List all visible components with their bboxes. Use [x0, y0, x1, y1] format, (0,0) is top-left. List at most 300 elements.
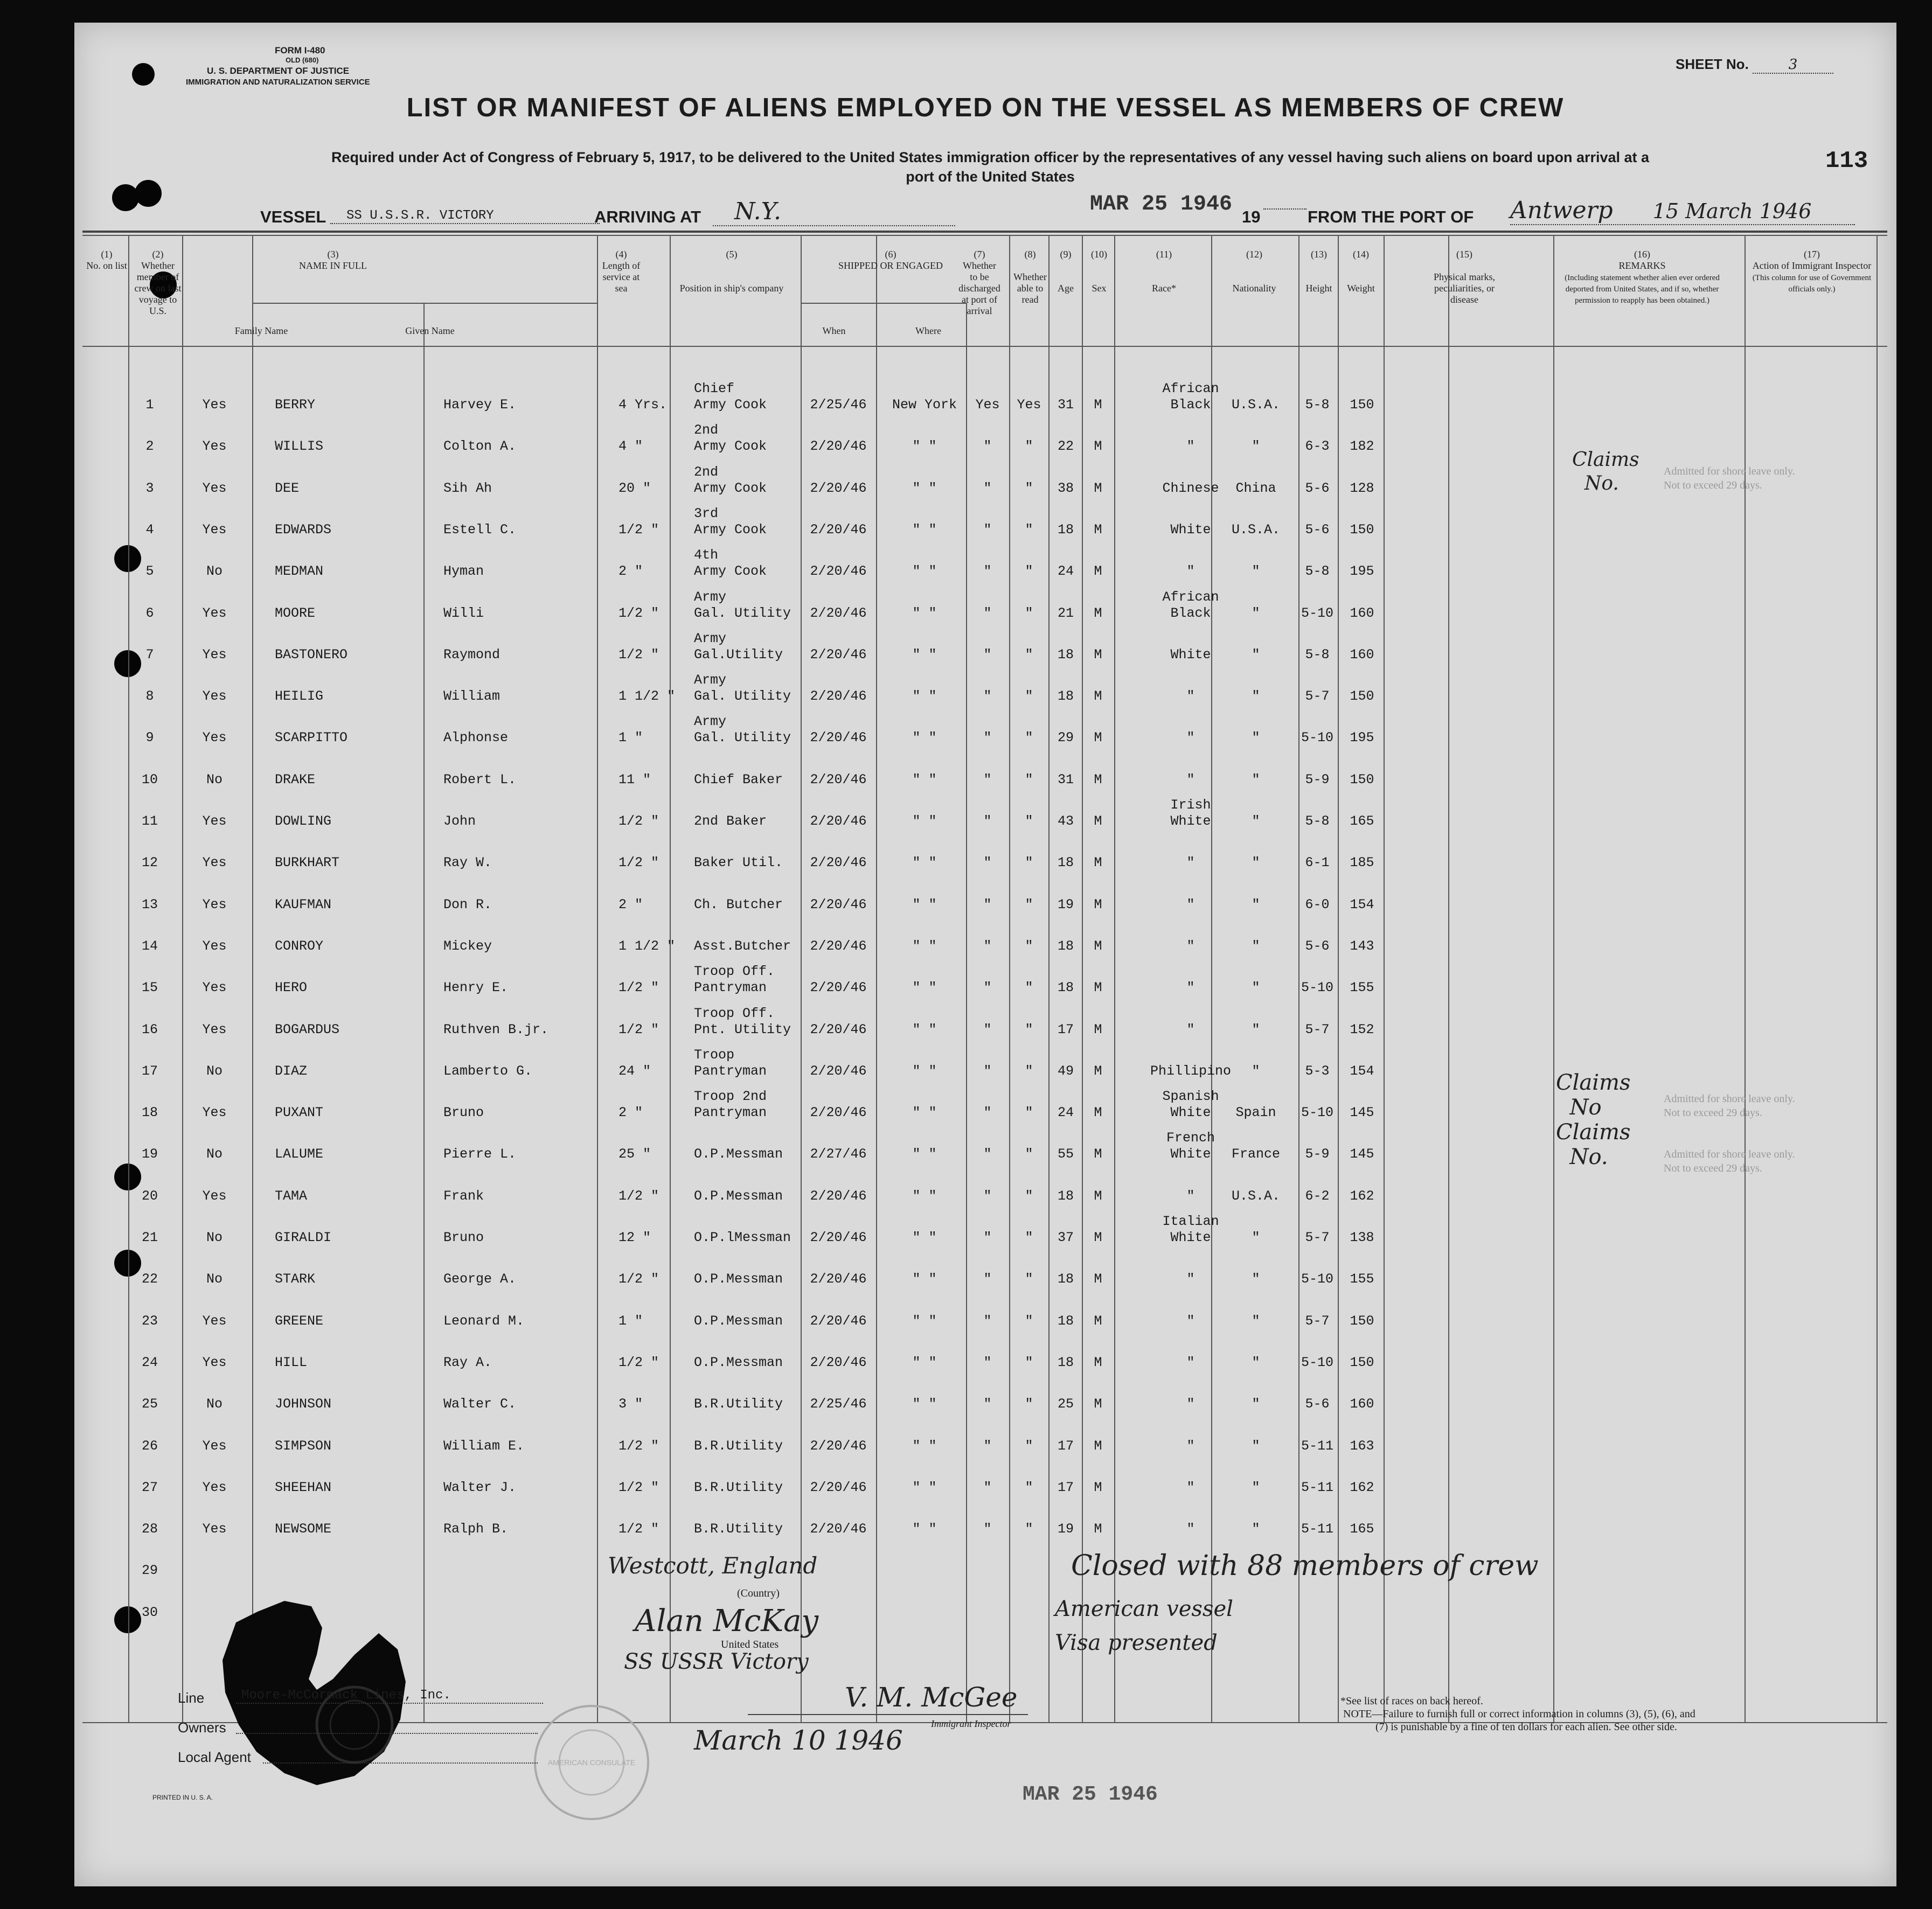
- table-row: [74, 1427, 1896, 1460]
- cell-no: 7: [145, 646, 154, 663]
- cell-height: 6-1: [1305, 855, 1330, 871]
- cell-height: 5-11: [1301, 1479, 1333, 1495]
- cell-no: 2: [145, 438, 154, 455]
- cell-pos: Chief Baker: [694, 771, 783, 788]
- cell-no: 6: [145, 605, 154, 621]
- cell-sex: M: [1094, 855, 1102, 871]
- cell-nat: ": [1252, 1271, 1260, 1287]
- cell-pos: Gal.Utility: [694, 646, 783, 663]
- cell-prev: Yes: [202, 521, 227, 538]
- cell-read: ": [1025, 480, 1033, 496]
- cell-nat: ": [1252, 605, 1260, 621]
- cell-nat: U.S.A.: [1231, 521, 1280, 538]
- consulate-stamp-text: AMERICAN CONSULATE: [547, 1758, 636, 1767]
- cell-disch: ": [983, 855, 992, 871]
- cell-race: ": [1186, 896, 1195, 912]
- cell-race: Black: [1170, 397, 1211, 413]
- cell-pos: Army Cook: [694, 563, 767, 580]
- cell-height: 5-11: [1301, 1521, 1333, 1537]
- col-16-header: [1561, 249, 1723, 305]
- cell-nat: China: [1235, 480, 1276, 496]
- cell-disch: ": [983, 896, 992, 912]
- cell-read: ": [1025, 646, 1033, 663]
- punch-hole: [135, 180, 162, 207]
- cell-pos: B.R.Utility: [694, 1479, 783, 1495]
- cell-service: 3 ": [618, 1396, 643, 1412]
- cell-age: 18: [1057, 980, 1074, 996]
- claims-no-text: No.: [1569, 1145, 1608, 1169]
- col-1-num: (1): [101, 249, 113, 260]
- col-17-num: (17): [1804, 249, 1820, 260]
- cell-age: 55: [1057, 1146, 1074, 1162]
- cell-no: 24: [141, 1354, 158, 1370]
- cell-height: 5-6: [1305, 1396, 1330, 1412]
- sheet-label: [1676, 56, 1833, 74]
- cell-height: 5-7: [1305, 1313, 1330, 1329]
- table-row: [74, 1005, 1896, 1043]
- cell-sex: M: [1094, 1105, 1102, 1121]
- table-row: [74, 381, 1896, 419]
- cell-no: 18: [141, 1105, 158, 1121]
- cell-nat: ": [1252, 1521, 1260, 1537]
- cell-where: " ": [912, 938, 937, 954]
- cell-given: Bruno: [443, 1105, 484, 1121]
- cell-service: 1/2 ": [618, 1188, 659, 1204]
- cell-weight: 165: [1350, 813, 1374, 829]
- fine-note-line-2: (7) is punishable by a fine of ten dollars for each alien. See other side.: [1375, 1721, 1677, 1733]
- cell-weight: 182: [1350, 438, 1374, 455]
- cell-read: Yes: [1017, 397, 1041, 413]
- table-row: [74, 886, 1896, 918]
- cell-pos: Gal. Utility: [694, 730, 791, 746]
- cell-disch: ": [983, 688, 992, 705]
- cell-no: 23: [141, 1313, 158, 1329]
- family-name-header: Family Name: [234, 325, 288, 336]
- cell-no: 15: [141, 980, 158, 996]
- place-handwriting: Westcott, England: [608, 1552, 818, 1579]
- cell-where: " ": [912, 1271, 937, 1287]
- cell-no: 21: [141, 1230, 158, 1245]
- cell-service: 2 ": [618, 1105, 643, 1121]
- cell-prev: Yes: [202, 980, 227, 996]
- cell-weight: 145: [1350, 1146, 1374, 1162]
- cell-family: JOHNSON: [275, 1396, 332, 1412]
- col-8-label: Whether able to read: [1013, 271, 1047, 305]
- cell-height: 5-10: [1301, 1105, 1333, 1121]
- cell-service: 4 Yrs.: [618, 397, 668, 413]
- cell-no: 25: [141, 1396, 158, 1412]
- cell-sex: M: [1094, 521, 1102, 538]
- cell-given: Ralph B.: [443, 1521, 509, 1537]
- cell-disch: ": [983, 1105, 992, 1121]
- cell-no: 22: [141, 1271, 158, 1287]
- cell-race: ": [1186, 938, 1195, 954]
- year-fill: [1263, 208, 1306, 210]
- cell-family: MEDMAN: [275, 563, 324, 580]
- cell-where: " ": [912, 771, 937, 788]
- cell-pos: Gal. Utility: [694, 688, 791, 705]
- col-14-header: [1339, 249, 1382, 294]
- cell-pos: O.P.Messman: [694, 1271, 783, 1287]
- cell-family: SCARPITTO: [275, 730, 348, 746]
- local-agent-fill: [263, 1762, 538, 1764]
- owners-label: Owners: [178, 1719, 226, 1736]
- cell-sex: M: [1094, 896, 1102, 912]
- cell-given: Ray A.: [443, 1354, 492, 1370]
- cell-read: ": [1025, 938, 1033, 954]
- cell-height: 5-7: [1305, 688, 1330, 705]
- cell-family: MOORE: [275, 605, 316, 621]
- cell-where: " ": [912, 480, 937, 496]
- cell-no: 11: [141, 813, 158, 829]
- cell-family: GREENE: [275, 1313, 324, 1329]
- cell-where: " ": [912, 563, 937, 580]
- cell-no: 30: [141, 1604, 158, 1620]
- cell-when: 2/20/46: [810, 855, 867, 871]
- cell-pos: Pantryman: [694, 980, 767, 996]
- cell-pos: 2nd: [694, 422, 719, 438]
- cell-family: BERRY: [275, 397, 316, 413]
- cell-family: DIAZ: [275, 1063, 308, 1079]
- cell-weight: 152: [1350, 1021, 1374, 1037]
- cell-service: 1/2 ": [618, 1021, 659, 1037]
- cell-race: ": [1186, 980, 1195, 996]
- cell-given: William E.: [443, 1438, 525, 1454]
- cell-age: 17: [1057, 1438, 1074, 1454]
- cell-prev: Yes: [202, 1021, 227, 1037]
- col-4-label: Length of service at sea: [602, 260, 641, 294]
- col-10-label: Sex: [1092, 283, 1107, 294]
- cell-read: ": [1025, 855, 1033, 871]
- local-agent-label: Local Agent: [178, 1749, 251, 1765]
- col-5-num: (5): [726, 249, 738, 260]
- cell-no: 3: [145, 480, 154, 496]
- cell-given: Harvey E.: [443, 397, 517, 413]
- cell-disch: ": [983, 1271, 992, 1287]
- cell-where: " ": [912, 1188, 937, 1204]
- cell-read: ": [1025, 688, 1033, 705]
- col-4-num: (4): [615, 249, 627, 260]
- table-row: [74, 1552, 1896, 1584]
- cell-where: " ": [912, 1354, 937, 1370]
- cell-where: " ": [912, 1021, 937, 1037]
- remarks-admitted-2: [1664, 1092, 1795, 1120]
- cell-where: " ": [912, 1063, 937, 1079]
- cell-given: Pierre L.: [443, 1146, 517, 1162]
- cell-read: ": [1025, 1021, 1033, 1037]
- cell-age: 18: [1057, 1354, 1074, 1370]
- cell-weight: 195: [1350, 730, 1374, 746]
- cell-disch: ": [983, 438, 992, 455]
- cell-weight: 150: [1350, 521, 1374, 538]
- cell-weight: 150: [1350, 771, 1374, 788]
- from-port-value: [1510, 197, 1855, 225]
- cell-when: 2/25/46: [810, 1396, 867, 1412]
- cell-given: Ruthven B.jr.: [443, 1021, 549, 1037]
- cell-age: 25: [1057, 1396, 1074, 1412]
- cell-weight: 138: [1350, 1230, 1374, 1245]
- cell-pos: Army Cook: [694, 521, 767, 538]
- cell-pos: O.P.Messman: [694, 1313, 783, 1329]
- cell-race: African: [1162, 589, 1219, 605]
- cell-nat: ": [1252, 813, 1260, 829]
- cell-age: 17: [1057, 1021, 1074, 1037]
- cell-where: " ": [912, 1230, 937, 1245]
- cell-when: 2/20/46: [810, 1521, 867, 1537]
- cell-nat: ": [1252, 771, 1260, 788]
- cell-race: ": [1186, 1521, 1195, 1537]
- cell-race: ": [1186, 688, 1195, 705]
- cell-family: WILLIS: [275, 438, 324, 455]
- cell-sex: M: [1094, 1354, 1102, 1370]
- cell-prev: Yes: [202, 1105, 227, 1121]
- cell-weight: 163: [1350, 1438, 1374, 1454]
- cell-service: 1/2 ": [618, 646, 659, 663]
- cell-pos: Army Cook: [694, 397, 767, 413]
- cell-height: 5-3: [1305, 1063, 1330, 1079]
- cell-read: ": [1025, 771, 1033, 788]
- cell-sex: M: [1094, 1271, 1102, 1287]
- cell-sex: M: [1094, 1313, 1102, 1329]
- cell-pos: 4th: [694, 547, 719, 563]
- cell-age: 18: [1057, 646, 1074, 663]
- header-bottom-rule: [82, 346, 1887, 347]
- col-11-label: Race*: [1152, 283, 1176, 294]
- cell-prev: Yes: [202, 730, 227, 746]
- cell-no: 16: [141, 1021, 158, 1037]
- cell-family: STARK: [275, 1271, 316, 1287]
- cell-when: 2/20/46: [810, 1313, 867, 1329]
- col-15-num: (15): [1456, 249, 1472, 260]
- cell-no: 17: [141, 1063, 158, 1079]
- cell-disch: ": [983, 980, 992, 996]
- cell-sex: M: [1094, 938, 1102, 954]
- cell-read: ": [1025, 730, 1033, 746]
- cell-when: 2/20/46: [810, 688, 867, 705]
- cell-sex: M: [1094, 813, 1102, 829]
- col-13-label: Height: [1305, 283, 1332, 294]
- col-14-num: (14): [1353, 249, 1369, 260]
- cell-height: 5-10: [1301, 730, 1333, 746]
- bottom-date-stamp: MAR 25 1946: [1023, 1783, 1158, 1806]
- cell-read: ": [1025, 521, 1033, 538]
- cell-pos: Army Cook: [694, 438, 767, 455]
- cell-family: GIRALDI: [275, 1230, 332, 1245]
- cell-pos: Troop Off.: [694, 1005, 775, 1021]
- cell-family: EDWARDS: [275, 521, 332, 538]
- col-8-header: [1011, 249, 1050, 305]
- cell-service: 1/2 ": [618, 1354, 659, 1370]
- table-row: [74, 1469, 1896, 1501]
- cell-read: ": [1025, 980, 1033, 996]
- cell-sex: M: [1094, 1188, 1102, 1204]
- year-label: 19: [1242, 207, 1261, 226]
- cell-sex: M: [1094, 980, 1102, 996]
- cell-disch: ": [983, 1188, 992, 1204]
- cell-height: 5-6: [1305, 521, 1330, 538]
- cell-sex: M: [1094, 1021, 1102, 1037]
- col-11-num: (11): [1156, 249, 1172, 260]
- cell-no: 10: [141, 771, 158, 788]
- col-13-header: [1300, 249, 1338, 294]
- cell-when: 2/20/46: [810, 563, 867, 580]
- cell-given: Raymond: [443, 646, 501, 663]
- cell-race: ": [1186, 1396, 1195, 1412]
- col-3-num: (3): [327, 249, 339, 260]
- col-7-label: Whether to be discharged at port of arrival: [958, 260, 1000, 316]
- cell-height: 5-8: [1305, 397, 1330, 413]
- cell-race: Phillipino: [1150, 1063, 1232, 1079]
- cell-when: 2/20/46: [810, 480, 867, 496]
- cell-race: ": [1186, 1313, 1195, 1329]
- table-top-rule-2: [82, 235, 1887, 236]
- cell-disch: ": [983, 605, 992, 621]
- col-10-header: [1083, 249, 1115, 294]
- from-port-date: 15 March 1946: [1652, 199, 1812, 223]
- cell-when: 2/20/46: [810, 605, 867, 621]
- cell-family: NEWSOME: [275, 1521, 332, 1537]
- table-row: [74, 1510, 1896, 1543]
- closed-note: Closed with 88 members of crew: [1071, 1550, 1539, 1582]
- cell-weight: 155: [1350, 980, 1374, 996]
- given-name-header: Given Name: [405, 325, 455, 336]
- cell-read: ": [1025, 438, 1033, 455]
- cell-prev: No: [206, 771, 223, 788]
- col-12-num: (12): [1246, 249, 1262, 260]
- cell-disch: ": [983, 1396, 992, 1412]
- cell-read: ": [1025, 1354, 1033, 1370]
- cell-height: 5-10: [1301, 980, 1333, 996]
- cell-service: 24 ": [618, 1063, 651, 1079]
- table-row: [74, 844, 1896, 876]
- cell-weight: 150: [1350, 1313, 1374, 1329]
- cell-when: 2/20/46: [810, 730, 867, 746]
- cell-nat: ": [1252, 1396, 1260, 1412]
- punch-hole: [132, 63, 155, 86]
- col-5-label: Position in ship's company: [679, 283, 784, 294]
- table-row: [74, 672, 1896, 710]
- cell-read: ": [1025, 1063, 1033, 1079]
- cell-no: 4: [145, 521, 154, 538]
- col-17-label: Action of Immigrant Inspector: [1752, 260, 1872, 271]
- col-3-header: [252, 249, 414, 271]
- line-label: Line: [178, 1690, 205, 1706]
- cell-prev: Yes: [202, 646, 227, 663]
- cell-pos: B.R.Utility: [694, 1438, 783, 1454]
- cell-where: " ": [912, 1521, 937, 1537]
- line-value: Moore-McCormack Lines, Inc.: [236, 1688, 543, 1704]
- cell-service: 1 ": [618, 730, 643, 746]
- cell-when: 2/20/46: [810, 438, 867, 455]
- vessel-label: VESSEL: [260, 207, 326, 226]
- table-top-rule: [82, 231, 1887, 233]
- cell-pos: Gal. Utility: [694, 605, 791, 621]
- table-row: [74, 761, 1896, 793]
- race-note: *See list of races on back hereof.: [1340, 1695, 1483, 1707]
- name-subheader-rule: [252, 303, 597, 304]
- cell-nat: ": [1252, 1479, 1260, 1495]
- cell-age: 18: [1057, 1313, 1074, 1329]
- cell-disch: ": [983, 1146, 992, 1162]
- cell-service: 1 ": [618, 1313, 643, 1329]
- cell-nat: France: [1231, 1146, 1280, 1162]
- col-7-header: [958, 249, 1001, 317]
- cell-age: 18: [1057, 688, 1074, 705]
- cell-no: 12: [141, 855, 158, 871]
- cell-race: Spanish: [1162, 1089, 1219, 1105]
- cell-given: Frank: [443, 1188, 484, 1204]
- page-subtitle: [236, 148, 1745, 186]
- cell-pos: Army: [694, 589, 727, 605]
- cell-pos: Pnt. Utility: [694, 1021, 791, 1037]
- cell-nat: ": [1252, 1230, 1260, 1245]
- cell-given: Ray W.: [443, 855, 492, 871]
- table-row: [74, 928, 1896, 960]
- cell-sex: M: [1094, 1146, 1102, 1162]
- cell-prev: Yes: [202, 896, 227, 912]
- cell-weight: 154: [1350, 1063, 1374, 1079]
- cell-where: " ": [912, 521, 937, 538]
- col-4-header: [600, 249, 643, 294]
- cell-disch: ": [983, 1063, 992, 1079]
- cell-prev: Yes: [202, 1354, 227, 1370]
- table-row: [74, 1260, 1896, 1293]
- cell-given: Willi: [443, 605, 484, 621]
- cell-race: White: [1170, 1230, 1211, 1245]
- cell-when: 2/20/46: [810, 1354, 867, 1370]
- cell-no: 5: [145, 563, 154, 580]
- cell-read: ": [1025, 1146, 1033, 1162]
- cell-weight: 160: [1350, 1396, 1374, 1412]
- remarks-admitted-3: [1664, 1147, 1795, 1175]
- cell-when: 2/20/46: [810, 1438, 867, 1454]
- table-row: [74, 797, 1896, 835]
- cell-pos: Troop 2nd: [694, 1089, 767, 1105]
- cell-family: DRAKE: [275, 771, 316, 788]
- cell-nat: ": [1252, 896, 1260, 912]
- form-old-number: OLD (680): [286, 56, 319, 64]
- cell-height: 6-3: [1305, 438, 1330, 455]
- cell-height: 5-8: [1305, 563, 1330, 580]
- cell-when: 2/20/46: [810, 1063, 867, 1079]
- claims-no-text: No: [1569, 1095, 1602, 1120]
- cell-no: 19: [141, 1146, 158, 1162]
- cell-race: White: [1170, 1146, 1211, 1162]
- cell-disch: ": [983, 1479, 992, 1495]
- cell-age: 38: [1057, 480, 1074, 496]
- cell-height: 5-9: [1305, 771, 1330, 788]
- cell-sex: M: [1094, 563, 1102, 580]
- cell-height: 5-6: [1305, 480, 1330, 496]
- cell-service: 1/2 ": [618, 1438, 659, 1454]
- col-9-header: [1050, 249, 1082, 294]
- cell-disch: ": [983, 563, 992, 580]
- claims-no-text: No.: [1584, 472, 1619, 494]
- cell-nat: ": [1252, 938, 1260, 954]
- cell-prev: Yes: [202, 438, 227, 455]
- cell-read: ": [1025, 1188, 1033, 1204]
- cell-disch: ": [983, 938, 992, 954]
- cell-family: CONROY: [275, 938, 324, 954]
- col-9-num: (9): [1060, 249, 1072, 260]
- cell-weight: 155: [1350, 1271, 1374, 1287]
- cell-nat: ": [1252, 1438, 1260, 1454]
- cell-nat: ": [1252, 1063, 1260, 1079]
- cell-prev: Yes: [202, 688, 227, 705]
- cell-no: 13: [141, 896, 158, 912]
- cell-pos: O.P.Messman: [694, 1188, 783, 1204]
- cell-disch: ": [983, 1438, 992, 1454]
